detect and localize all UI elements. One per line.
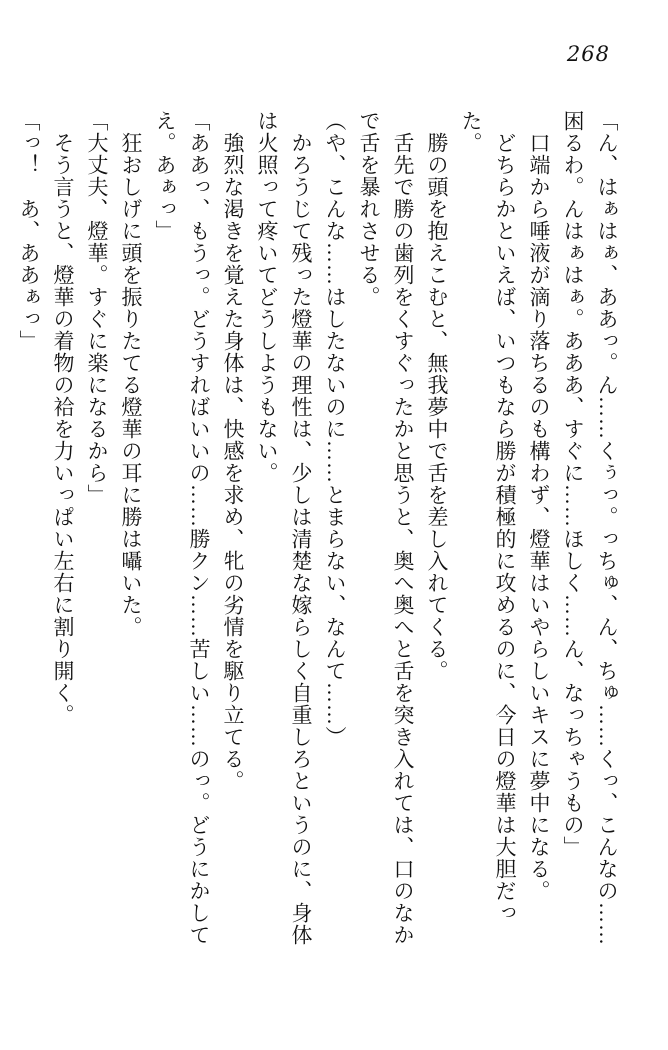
narrative-line: 口端から唾液が滴り落ちるのも構わず、燈華はいやらしいキスに夢中になる。 [527, 132, 551, 902]
narrative-line: 舌先で勝の歯列をくすぐったかと思うと、奥へ奥へと舌を突き入れては、口のなかで舌を暴れさせる。 [357, 110, 415, 946]
narrative-line: そう言うと、燈華の着物の袷を力いっぱい左右に割り開く。 [51, 132, 75, 726]
narrative-line: どちらかといえば、いつもなら勝が積極的に攻めるのに、今日の燈華は大胆だった。 [459, 110, 517, 924]
thought-line: （や、こんな……はしたないのに……とまらない、なんて……） [323, 110, 347, 748]
dialogue-line: 「ああっ、もうっ。どうすればいいの……勝クン……苦しい……のっ。どうにかしてえ。あぁっ」 [153, 110, 211, 946]
dialogue-line: 「ん、はぁはぁ、ああっ。ん……くぅっ。っちゅ、ん、ちゅ……くっ、こんなの……困るわ。んはぁはぁ。あああ、すぐに……ほしく……ん、なっちゃうもの」 [561, 110, 619, 946]
dialogue-line: 「大丈夫、燈華。すぐに楽になるから」 [85, 110, 109, 506]
narrative-line: 狂おしげに頭を振りたてる燈華の耳に勝は囁いた。 [119, 132, 143, 638]
page-number: 268 [566, 42, 610, 66]
narrative-line: かろうじて残った燈華の理性は、少しは清楚な嫁らしく自重しろというのに、身体は火照って疼いてどうしようもない。 [255, 110, 313, 946]
body-text [17, 110, 624, 948]
narrative-line: 勝の頭を抱えこむと、無我夢中で舌を差し入れてくる。 [425, 132, 449, 682]
narrative-line: 強烈な渇きを覚えた身体は、快感を求め、牝の劣情を駆り立てる。 [221, 132, 245, 792]
dialogue-line: 「っ！ あ、ああぁっ」 [17, 110, 41, 352]
